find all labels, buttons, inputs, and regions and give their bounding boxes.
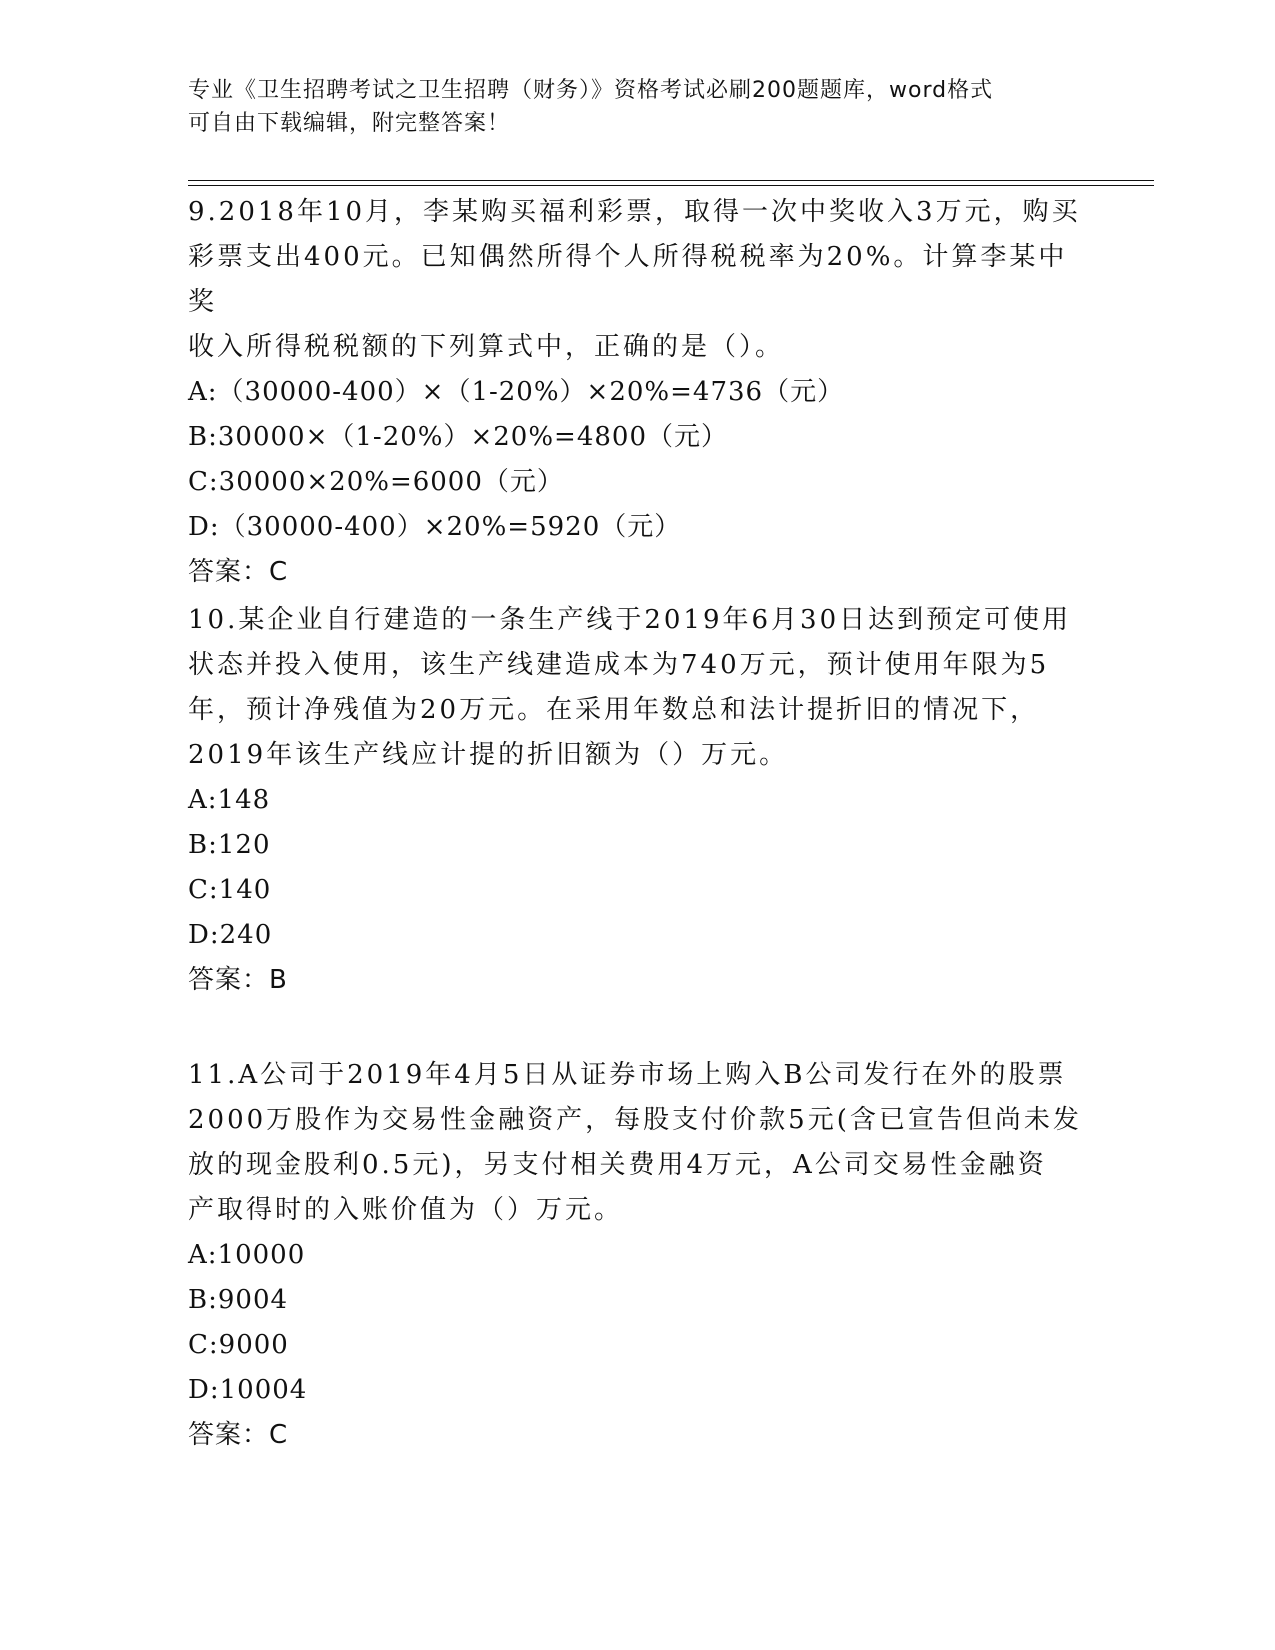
option-d: D:（30000-400）×20%=5920（元） [188,512,682,542]
question-stem-line: 2000万股作为交易性金融资产，每股支付价款5元(含已宣告但尚未发 [188,1105,1082,1135]
header-line-1: 专业《卫生招聘考试之卫生招聘（财务）》资格考试必刷200题题库，word格式 [188,78,994,103]
option-b: B:9004 [188,1285,289,1315]
option-c: C:30000×20%=6000（元） [188,467,564,497]
header-divider-top [188,180,1154,181]
option-d: D:240 [188,920,273,950]
question-stem-line: 彩票支出400元。已知偶然所得个人所得税税率为20%。计算李某中奖 [188,242,1068,317]
option-d: D:10004 [188,1375,308,1405]
question-stem-line: 10.某企业自行建造的一条生产线于2019年6月30日达到预定可使用 [188,605,1072,635]
question-9 [188,190,1088,595]
question-stem-line: 2019年该生产线应计提的折旧额为（）万元。 [188,740,789,770]
question-stem-line: 产取得时的入账价值为（）万元。 [188,1195,624,1225]
question-11 [188,1053,1088,1458]
question-10 [188,598,1088,1003]
question-stem-line: 收入所得税税额的下列算式中，正确的是（）。 [188,332,785,362]
question-stem-line: 状态并投入使用，该生产线建造成本为740万元，预计使用年限为5 [188,650,1050,680]
question-stem-line: 11.A公司于2019年4月5日从证券市场上购入B公司发行在外的股票 [188,1060,1067,1090]
question-stem-line: 放的现金股利0.5元)，另支付相关费用4万元，A公司交易性金融资 [188,1150,1047,1180]
answer-label: 答案：C [188,1420,289,1450]
option-a: A:148 [188,785,271,815]
header-divider-bottom [188,185,1154,186]
document-header [188,74,1088,140]
option-b: B:30000×（1-20%）×20%=4800（元） [188,422,729,452]
answer-label: 答案：B [188,965,288,995]
answer-label: 答案：C [188,557,289,587]
question-stem-line: 9.2018年10月，李某购买福利彩票，取得一次中奖收入3万元，购买 [188,197,1081,227]
header-line-2: 可自由下载编辑，附完整答案！ [188,111,511,136]
question-stem-line: 年，预计净残值为20万元。在采用年数总和法计提折旧的情况下， [188,695,1040,725]
option-a: A:（30000-400）×（1-20%）×20%=4736（元） [188,377,845,407]
option-b: B:120 [188,830,271,860]
option-c: C:9000 [188,1330,289,1360]
option-c: C:140 [188,875,272,905]
option-a: A:10000 [188,1240,306,1270]
